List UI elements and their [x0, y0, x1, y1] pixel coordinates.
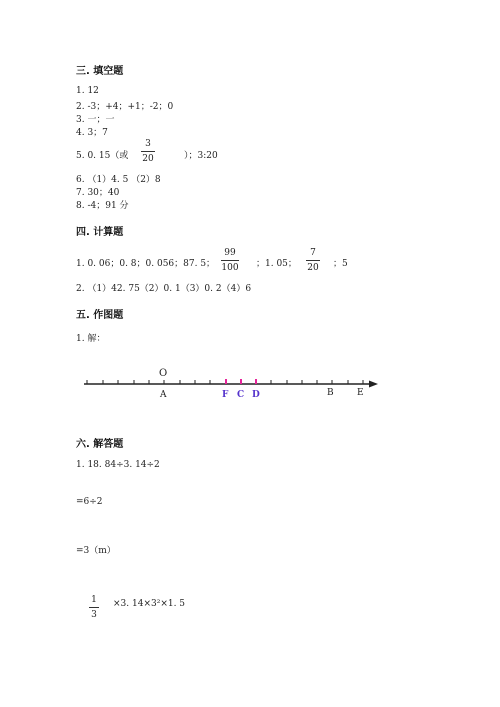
fraction-bar: [221, 260, 239, 261]
fraction-denominator: 20: [307, 263, 319, 273]
s4-q1-prefix: 1. 0. 06；0. 8；0. 056；87. 5；: [76, 259, 216, 269]
s4-q1-fraction-1: [221, 247, 239, 274]
s3-line-6: 6. （1）4. 5 （2）8: [76, 175, 161, 185]
s4-q1-fraction-2: [306, 247, 320, 274]
fraction-numerator: 3: [145, 139, 151, 149]
s3-q5-suffix: ）；3:20: [184, 151, 218, 161]
s6-line-3: =3（m）: [76, 546, 116, 556]
label-a: A: [160, 390, 167, 400]
label-d: D: [252, 390, 260, 400]
s3-q5-prefix: 5. 0. 15（或: [76, 151, 129, 161]
label-f: F: [222, 390, 229, 400]
s3-line-7: 7. 30；40: [76, 188, 120, 198]
s4-q1-mid: ；1. 05；: [256, 259, 297, 269]
label-o: O: [159, 368, 168, 379]
s6-line-2: =6÷2: [76, 497, 103, 507]
s3-line-8: 8. -4；91 分: [76, 201, 129, 211]
fraction-denominator: 100: [221, 263, 239, 273]
s3-line-1: 1. 12: [76, 86, 99, 96]
s5-q1: 1. 解：: [76, 334, 106, 344]
label-c: C: [237, 390, 245, 400]
fraction-bar: [306, 260, 320, 261]
number-line-arrow: [369, 381, 378, 388]
label-b: B: [327, 388, 334, 398]
s6-line-4: ×3. 14×3²×1. 5: [113, 599, 186, 609]
s3-line-3: 3. 一；一: [76, 115, 115, 125]
s3-line-2: 2. -3；+4；+1；-2；0: [76, 102, 174, 112]
fraction-numerator: 1: [91, 595, 97, 605]
s3-q5-fraction: [141, 138, 155, 165]
fraction-bar: [141, 151, 155, 152]
section-6-title: 六. 解答题: [76, 439, 124, 450]
section-4-title: 四. 计算题: [76, 227, 124, 238]
label-e: E: [357, 388, 364, 398]
s4-q1-suffix: ；5: [333, 259, 348, 269]
fraction-denominator: 20: [142, 154, 154, 164]
fraction-numerator: 99: [224, 248, 236, 258]
fraction-bar: [89, 607, 99, 608]
s6-fraction: [89, 594, 99, 621]
s4-q2: 2. （1）42. 75（2）0. 1（3）0. 2（4）6: [76, 284, 252, 294]
s3-line-4: 4. 3；7: [76, 128, 108, 138]
section-5-title: 五. 作图题: [76, 310, 124, 321]
number-line-diagram: [0, 360, 500, 420]
fraction-numerator: 7: [310, 248, 316, 258]
fraction-denominator: 3: [91, 610, 97, 620]
s6-line-1: 1. 18. 84÷3. 14÷2: [76, 460, 160, 470]
section-3-title: 三. 填空题: [76, 66, 124, 77]
